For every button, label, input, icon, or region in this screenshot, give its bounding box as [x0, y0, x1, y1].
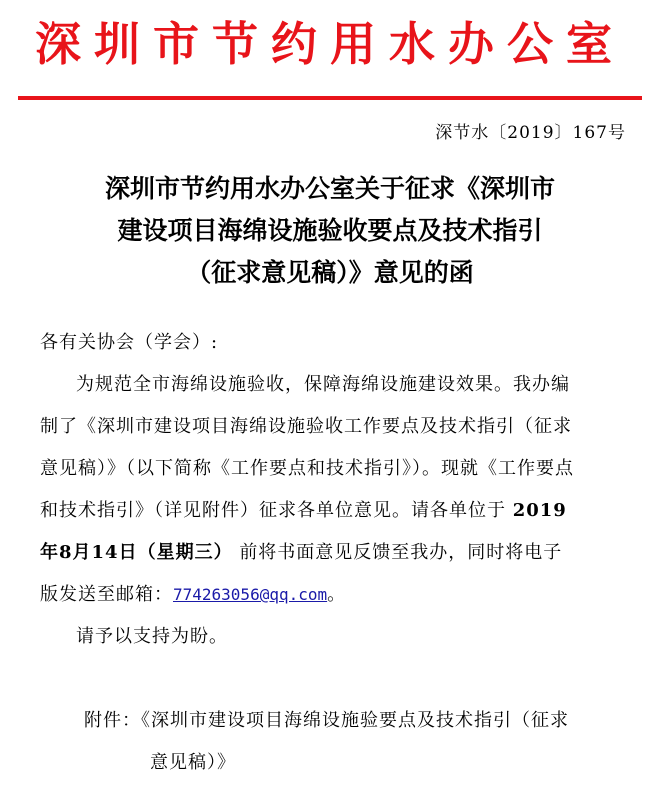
attachment-line: 附件：《深圳市建设项目海绵设施验要点及技术指引（征求 — [84, 710, 569, 731]
paragraph-line: 为规范全市海绵设施验收，保障海绵设施建设效果。我办编 — [76, 374, 570, 395]
paragraph-line — [40, 532, 630, 574]
deadline-year: 2019 — [512, 500, 567, 521]
paragraph-line: 意见稿）》（以下简称《工作要点和技术指引》）。现就《工作要点 — [40, 458, 574, 479]
paragraph-text: 版发送至邮箱： — [40, 584, 173, 605]
paragraph-line — [40, 490, 630, 532]
title-line-2: 建设项目海绵设施验收要点及技术指引 — [117, 216, 543, 245]
paragraph-text: 和技术指引》（详见附件）征求各单位意见。请各单位于 — [40, 500, 506, 521]
email-link[interactable]: 774263056@qq.com — [173, 585, 328, 604]
deadline-date: 年8月14日（星期三） — [40, 542, 233, 563]
paragraph-line: 制了《深圳市建设项目海绵设施验收工作要点及技术指引（征求 — [40, 416, 572, 437]
blank-line — [40, 658, 630, 700]
document-title — [30, 168, 630, 294]
attachment-line: 意见稿）》 — [150, 752, 236, 773]
title-line-1: 深圳市节约用水办公室关于征求《深圳市 — [104, 174, 555, 203]
title-line-3: （征求意见稿）》意见的函 — [186, 258, 474, 287]
letter-body — [40, 322, 630, 784]
salutation: 各有关协会（学会）: — [40, 332, 219, 353]
red-divider-line — [18, 96, 642, 100]
office-masthead: 深圳市节约用水办公室 — [35, 17, 625, 71]
paragraph-line — [40, 574, 630, 616]
closing-line: 请予以支持为盼。 — [76, 626, 228, 647]
paragraph-text: 。 — [327, 584, 347, 605]
paragraph-text: 前将书面意见反馈至我办，同时将电子 — [239, 542, 563, 563]
document-number: 深节水〔2019〕167号 — [435, 123, 626, 143]
